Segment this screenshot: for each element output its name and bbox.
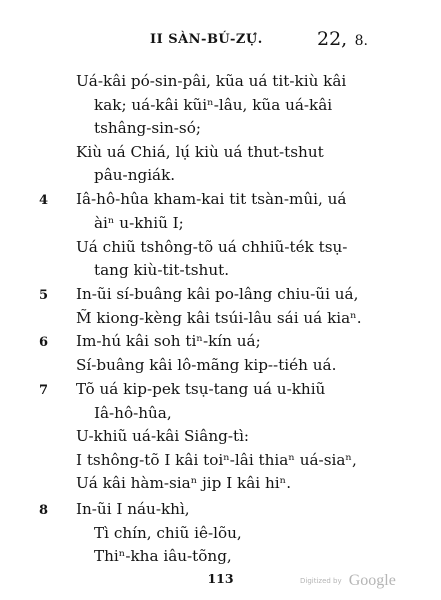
watermark-prefix: Digitized by [300,577,342,585]
text-line: Uá-kâi pó-sin-pâi, kũa uá tit-kiù kâi [76,72,347,90]
verse-number: 8 [39,503,49,518]
text-line: Im-hú kâi soh tiⁿ-kín uá; [76,332,261,350]
text-line: Tì chín, chiũ iê-lõu, [94,524,242,542]
text-line: In-ũi I náu-khì, [76,500,190,518]
text-line: Sí-buâng kâi lô-mãng kip--tiéh uá. [76,356,337,374]
text-line: M̃ kiong-kèng kâi tsúi-lâu sái uá kiaⁿ. [76,309,362,327]
text-line: tshâng-sin-só; [94,119,201,137]
text-line: àiⁿ u-khiũ I; [94,214,184,232]
text-line: Uá chiũ tshông-tõ uá chhiũ-ték tsụ- [76,238,348,256]
text-line: U-khiũ uá-kâi Siâng-tì: [76,427,250,445]
text-line: Thiⁿ-kha iâu-tõng, [94,547,232,565]
text-line: tang kiù-tit-tshut. [94,261,230,279]
verse-start: 8. [354,33,368,49]
verse-number: 4 [39,193,49,208]
page-number: 113 [207,571,234,586]
text-line: I tshông-tõ I kâi toiⁿ-lâi thiaⁿ uá-siaⁿ, [76,451,357,469]
digitized-watermark [300,570,396,590]
verse-number: 5 [39,288,49,303]
text-line: Tõ uá kip-pek tsụ-tang uá u-khiũ [76,380,326,398]
text-line: pâu-ngiák. [94,166,176,184]
google-logo: Google [348,572,396,589]
text-line: kak; uá-kâi kũiⁿ-lâu, kũa uá-kâi [94,96,333,114]
text-line: In-ũi sí-buâng kâi po-lâng chiu-ũi uá, [76,285,359,303]
chapter-number: 22, [317,28,348,50]
running-header-title: II SÀN-BÚ-ZỤ́. [150,32,263,47]
chapter-verse-reference [317,28,368,50]
text-line: Iâ-hô-hûa, [94,404,172,422]
verse-number: 7 [39,383,49,398]
text-line: Kiù uá Chiá, lụ́ kiù uá thut-tshut [76,143,324,161]
verse-number: 6 [39,335,49,350]
text-line: Uá kâi hàm-siaⁿ jip I kâi hiⁿ. [76,474,292,492]
text-line: Iâ-hô-hûa kham-kai tit tsàn-mûi, uá [76,190,347,208]
